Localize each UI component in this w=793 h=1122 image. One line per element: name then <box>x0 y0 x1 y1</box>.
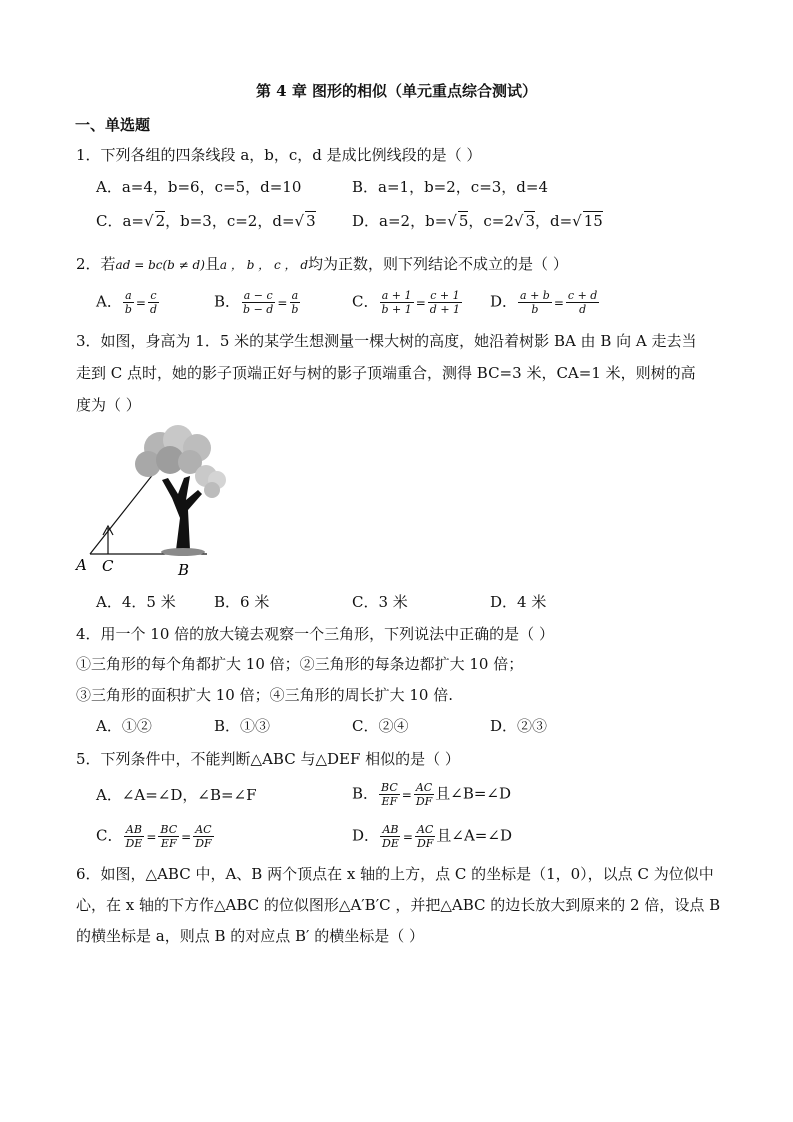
q6-stem-line-2: 心，在 x 轴的下方作△ABC 的位似图形△A′B′C ，并把△ABC 的边长放大到原来的 2 倍，设点 B <box>76 896 721 914</box>
q3-option-b[interactable]: B．6 米 <box>214 593 270 611</box>
q4-option-a[interactable]: A．①② <box>96 717 152 735</box>
q2-stem: 2．若ad = bc(b ≠ d)且a ， b ， c ， d均为正数，则下列结论不成立的是（ ） <box>76 255 568 273</box>
q6-stem-line-1: 6．如图，△ABC 中，A、B 两个顶点在 x 轴的上方，点 C 的坐标是（1，0），以点 C 为位似中 <box>76 865 714 883</box>
q5-option-c[interactable]: C． $\frac{AB}{DE}$ = $\frac{BC}{EF}$ = $\frac{AC}{DF}$ <box>96 823 212 850</box>
q3-option-d[interactable]: D．4 米 <box>490 593 547 611</box>
q1-option-b[interactable]: B．a=1，b=2，c=3，d=4 <box>352 178 549 196</box>
q1-option-c[interactable]: C．a=√ 2，b=3，c=2，d=√ 3 <box>96 212 316 230</box>
q3-stem-line-2: 走到 C 点时，她的影子顶端正好与树的影子顶端重合，测得 BC=3 米，CA=1 米，则树的高 <box>76 364 696 382</box>
q2-option-a[interactable]: A． $\frac{a}{b}$ = $\frac{c}{d}$ <box>96 289 157 316</box>
tree-icon <box>135 425 226 556</box>
q2-option-d[interactable]: D． $\frac{a + b}{b}$ = $\frac{c + d}{d}$ <box>490 289 598 316</box>
q3-option-a[interactable]: A．4．5 米 <box>96 593 176 611</box>
q5-option-b[interactable]: B． $\frac{BC}{EF}$ = $\frac{AC}{DF}$ 且∠B=∠D <box>352 781 512 808</box>
q1-option-d[interactable]: D．a=2，b=√ 5，c=2√ 3，d=√ 15 <box>352 212 603 230</box>
q6-stem-line-3: 的横坐标是 a，则点 B 的对应点 B′ 的横坐标是（ ） <box>76 927 425 945</box>
q3-stem-line-3: 度为（ ） <box>76 396 141 414</box>
label-a: A <box>76 556 87 574</box>
q3-option-c[interactable]: C．3 米 <box>352 593 408 611</box>
q5-option-d[interactable]: D． $\frac{AB}{DE}$ = $\frac{AC}{DF}$ 且∠A=∠D <box>352 823 512 850</box>
q1-option-a[interactable]: A．a=4，b=6，c=5，d=10 <box>96 178 302 196</box>
q2-option-b[interactable]: B． $\frac{a - c}{b - d}$ = $\frac{a}{b}$ <box>214 289 299 316</box>
page-title: 第 4 章 图形的相似（单元重点综合测试） <box>255 82 538 100</box>
q2-option-c[interactable]: C． $\frac{a + 1}{b + 1}$ = $\frac{c + 1}{d + 1}$ <box>352 289 461 316</box>
q3-figure <box>72 418 232 583</box>
q4-option-c[interactable]: C．②④ <box>352 717 409 735</box>
label-c: C <box>102 557 114 575</box>
q4-option-b[interactable]: B．①③ <box>214 717 271 735</box>
q1-stem: 1．下列各组的四条线段 a，b，c，d 是成比例线段的是（ ） <box>76 146 482 164</box>
label-b: B <box>178 561 190 579</box>
q4-line-2: ①三角形的每个角都扩大 10 倍；②三角形的每条边都扩大 10 倍； <box>76 655 524 673</box>
q4-option-d[interactable]: D．②③ <box>490 717 548 735</box>
q5-option-a[interactable]: A．∠A=∠D，∠B=∠F <box>96 786 257 804</box>
q4-stem: 4．用一个 10 倍的放大镜去观察一个三角形，下列说法中正确的是（ ） <box>76 625 554 643</box>
q3-stem-line-1: 3．如图，身高为 1．5 米的某学生想测量一棵大树的高度，她沿着树影 BA 由 B 向 A 走去当 <box>76 332 697 350</box>
q5-stem: 5．下列条件中，不能判断△ABC 与△DEF 相似的是（ ） <box>76 750 460 768</box>
q4-line-3: ③三角形的面积扩大 10 倍；④三角形的周长扩大 10 倍. <box>76 686 454 704</box>
section-heading: 一、单选题 <box>75 116 151 134</box>
